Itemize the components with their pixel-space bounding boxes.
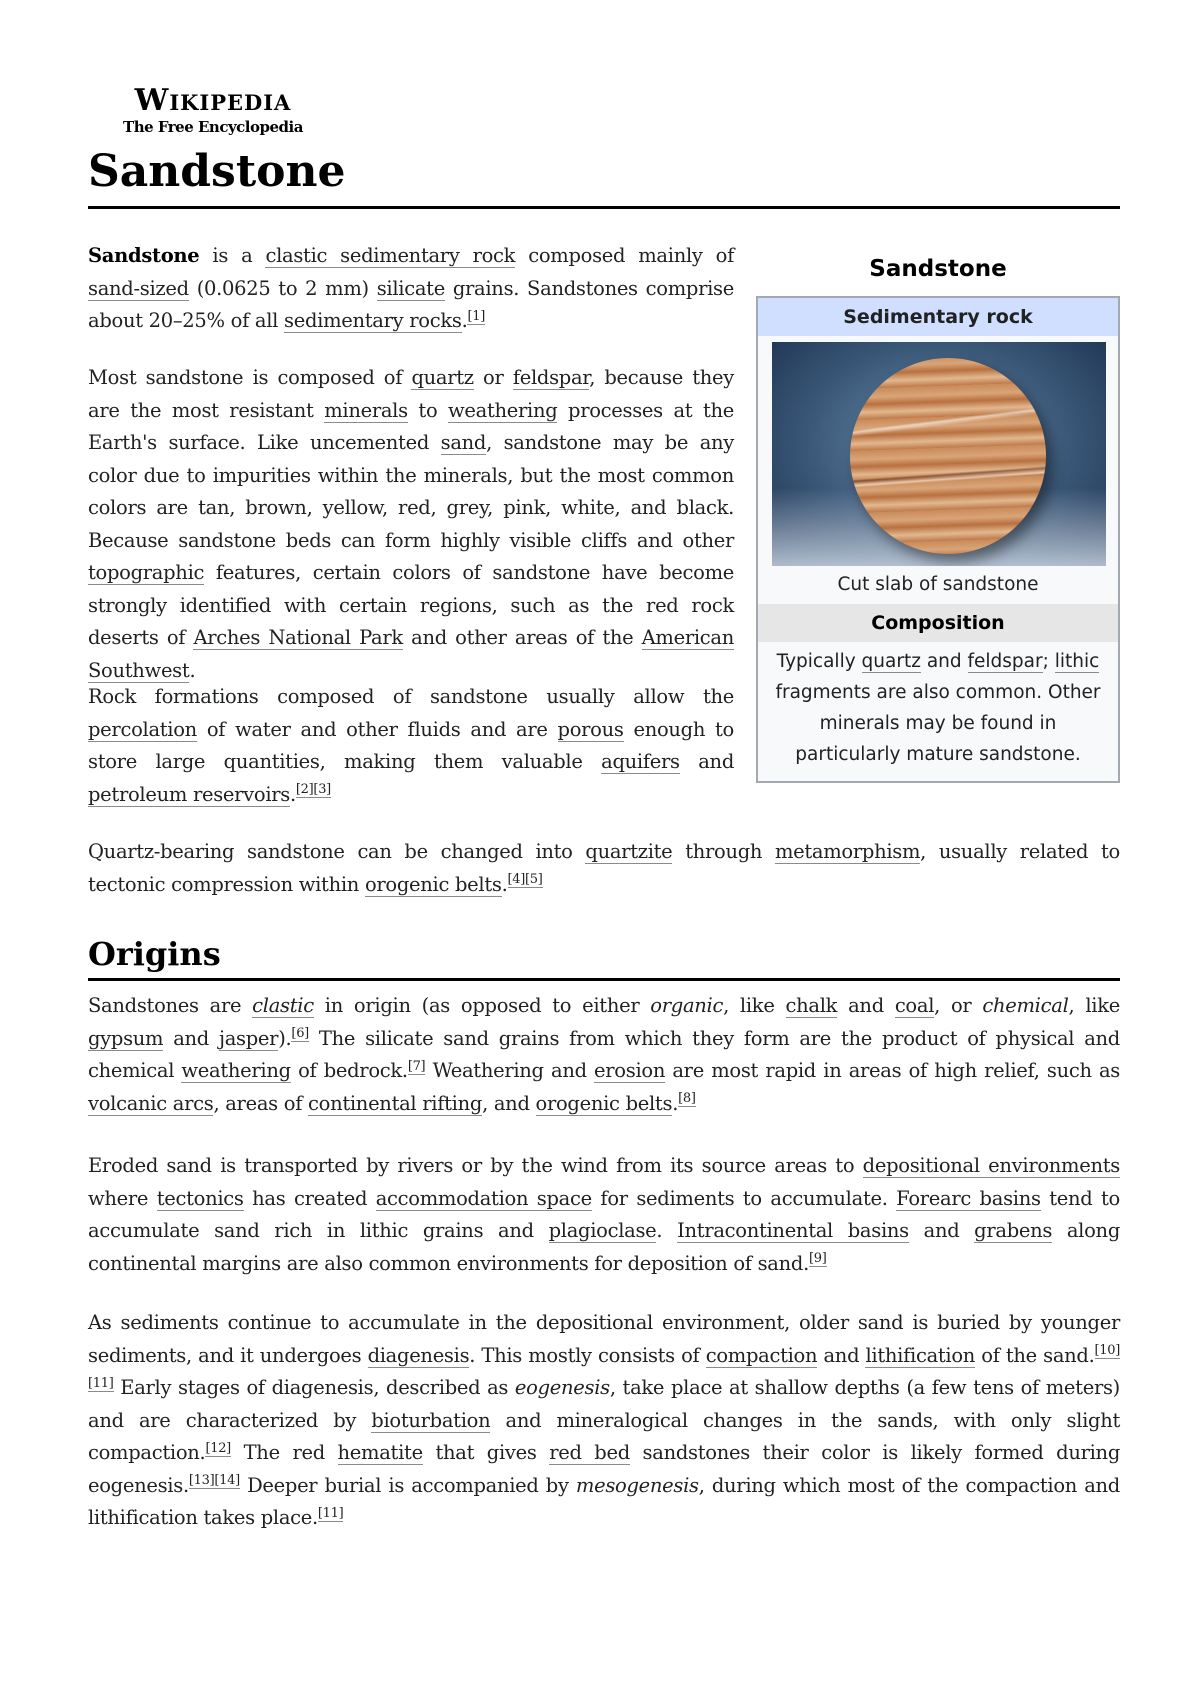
article-link[interactable]: topographic [88,561,205,584]
article-link[interactable]: erosion [594,1059,666,1082]
article-link[interactable]: hematite [337,1441,423,1464]
paragraph-composition: Most sandstone is composed of quartz or feldspar, because they are the most resistant minerals to weathering processes at the Earth's surface. Like uncemented sand, sandstone may be any color due to impurities within the minerals, but the most common colors are tan, brown, yellow, red, grey, pink, white, and black. Because sandstone beds can form highly visible cliffs and other topographic features, certain colors of sandstone have become strongly identified with certain regions, such as the red rock deserts of Arches National Park and other areas of the American Southwest. [88,366,734,682]
logo-tagline: The Free Encyclopedia [123,118,303,136]
reference-link[interactable]: [4] [507,872,526,887]
article-link[interactable]: quartz [411,366,474,389]
italic-term: mesogenesis [575,1473,699,1497]
article-link[interactable]: accommodation space [375,1186,592,1210]
title-rule [88,206,1120,209]
italic-term: chemical [982,994,1069,1017]
article-link[interactable]: weathering [181,1059,291,1082]
article-link[interactable]: quartz [861,651,921,672]
article-link[interactable]: minerals [324,398,408,422]
article-link[interactable]: tectonics [156,1186,244,1210]
article-link[interactable]: diagenesis [367,1343,470,1367]
article-link[interactable]: depositional environments [862,1154,1120,1177]
paragraph-intro: Sandstone is a clastic sedimentary rock composed mainly of sand-sized (0.0625 to 2 mm) silicate grains. Sandstones comprise about 20–25% of all sedimentary rocks.[1] [88,244,734,332]
composition-text: Typically quartz and feldspar; lithic fragments are also common. Other minerals may be found in particularly mature sandstone. [775,651,1101,765]
composition-header: Composition [758,604,1118,642]
bold-term: Sandstone [88,244,200,267]
reference-link[interactable]: [13] [188,1473,215,1488]
article-link[interactable]: coal [894,994,935,1017]
wikipedia-logo[interactable] [118,84,308,136]
article-link[interactable]: red bed [549,1441,630,1464]
reference-link[interactable]: [1] [467,308,485,324]
article-link[interactable]: bioturbation [371,1408,491,1432]
logo-wordmark: Wikipedia [134,83,292,118]
article-link[interactable]: percolation [88,717,197,741]
article-link[interactable]: sand-sized [88,276,189,300]
paragraph-origins-1: Sandstones are clastic in origin (as opposed to either organic, like chalk and coal, or chemical, like gypsum and jasper).[6] The silicate sand grains from which they form are the product of physical and chemical weathering of bedrock.[7] Weathering and erosion are most rapid in areas of high relief, such as volcanic arcs, areas of continental rifting, and orogenic belts.[8] [88,994,1121,1115]
article-link[interactable]: gypsum [88,1026,164,1050]
paragraph-origins-3: As sediments continue to accumulate in the depositional environment, older sand is buried by younger sediments, and it undergoes diagenesis. This mostly consists of compaction and lithification of the sand.[10][11] Early stages of diagenesis, described as eogenesis, take place at shallow depths (a few tens of meters) and are characterized by bioturbation and mineralogical changes in the sands, with only slight compaction.[12] The red hematite that gives red bed sandstones their color is likely formed during eogenesis.[13][14] Deeper burial is accompanied by mesogenesis, during which most of the compaction and lithification takes place.[11] [88,1311,1120,1529]
article-link[interactable]: chalk [785,994,838,1017]
reference-link[interactable]: [11] [317,1505,344,1521]
article-link[interactable]: feldspar [967,651,1043,672]
reference-link[interactable]: [10] [1094,1343,1120,1358]
article-link[interactable]: volcanic arcs [88,1091,214,1115]
article-link[interactable]: jasper [218,1026,279,1050]
article-link[interactable]: orogenic belts [364,872,502,896]
article-link[interactable]: compaction [705,1343,818,1367]
article-link[interactable]: petroleum reservoirs [88,782,290,806]
reference-link[interactable]: [14] [214,1473,240,1488]
article-link[interactable]: lithic [1054,651,1100,672]
article-link[interactable]: clastic sedimentary rock [265,244,516,267]
reference-link[interactable]: [3] [313,782,331,797]
article-link[interactable]: porous [557,717,624,741]
paragraph-origins-2: Eroded sand is transported by rivers or by the wind from its source areas to depositional environments where tectonics has created accommodation space for sediments to accumulate. Forearc basins tend to accumulate sand rich in lithic grains and plagioclase. Intracontinental basins and grabens along continental margins are also common environments for deposition of sand.[9] [88,1154,1120,1275]
infobox [756,296,1120,783]
article-link[interactable]: sand [440,431,487,454]
sandstone-slab [850,358,1046,554]
infobox-title: Sandstone [869,256,1007,282]
article-link[interactable]: Arches National Park [193,626,403,649]
article-link[interactable]: quartzite [585,840,673,863]
article-link[interactable]: silicate [376,276,445,300]
infobox-header-link[interactable]: Sedimentary rock [843,306,1033,328]
article-link[interactable]: lithification [865,1343,976,1367]
italic-term: eogenesis [514,1376,610,1399]
article-link[interactable]: American Southwest [88,626,734,682]
article-link[interactable]: Intracontinental basins [677,1219,909,1242]
section-heading-origins: Origins [88,935,221,973]
page-title: Sandstone [88,146,346,197]
sandstone-slab-image[interactable] [772,342,1106,566]
paragraph-metamorphism: Quartz-bearing sandstone can be changed into quartzite through metamorphism, usually related to tectonic compression within orogenic belts.[4][5] [88,840,1120,896]
article-link[interactable]: grabens [974,1219,1053,1242]
article-link[interactable]: aquifers [601,750,680,773]
italic-term: organic [650,994,724,1017]
reference-link[interactable]: [2] [295,782,314,797]
reference-link[interactable]: [9] [808,1251,827,1266]
article-link[interactable]: sedimentary rocks [284,309,462,332]
article-link[interactable]: clastic [252,994,314,1017]
infobox-header[interactable] [758,298,1118,336]
article-link[interactable]: metamorphism [774,840,921,863]
reference-link[interactable]: [12] [205,1440,231,1456]
article-link[interactable]: plagioclase [548,1219,657,1242]
reference-link[interactable]: [5] [525,872,543,887]
reference-link[interactable]: [11] [88,1375,114,1391]
article-link[interactable]: orogenic belts [535,1091,673,1115]
article-link[interactable]: feldspar [512,366,590,389]
article-link[interactable]: Forearc basins [896,1186,1041,1210]
reference-link[interactable]: [8] [678,1091,696,1106]
reference-link[interactable]: [6] [291,1026,309,1041]
origins-rule [88,978,1120,981]
article-link[interactable]: continental rifting [308,1091,483,1115]
reference-link[interactable]: [7] [407,1058,426,1074]
paragraph-aquifers: Rock formations composed of sandstone usually allow the percolation of water and other fluids and are porous enough to store large quantities, making them valuable aquifers and petroleum reservoirs.[2][3] [88,685,735,806]
article-link[interactable]: weathering [448,398,558,422]
infobox-caption: Cut slab of sandstone [837,574,1039,595]
